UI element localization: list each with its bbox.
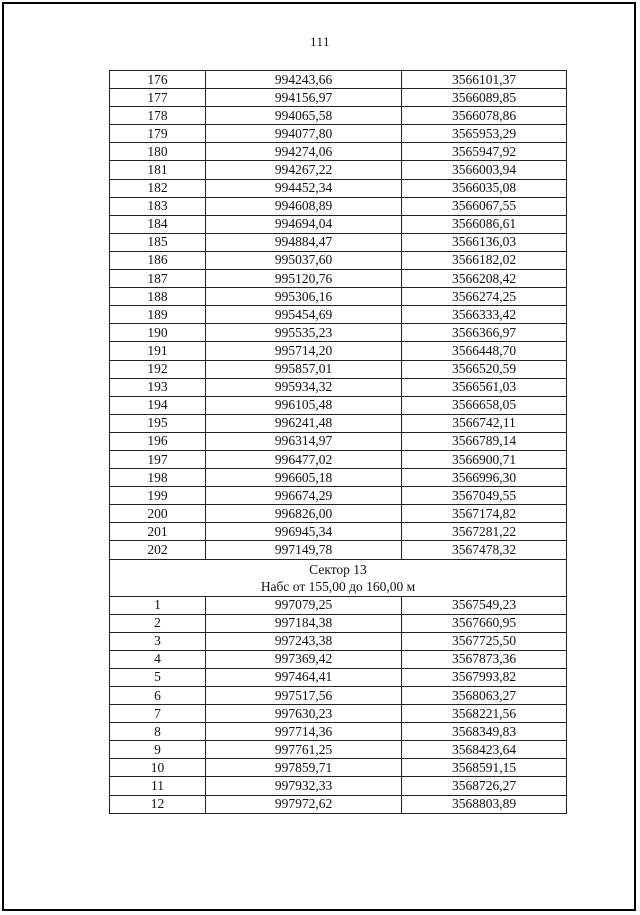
table-row [110, 632, 567, 650]
table-row [110, 161, 567, 179]
y-coordinate-cell: 3566448,70 [402, 342, 567, 360]
x-coordinate-cell: 995714,20 [206, 342, 402, 360]
point-number-cell: 2 [110, 614, 206, 632]
x-coordinate-cell: 994156,97 [206, 89, 402, 107]
point-number-cell: 192 [110, 360, 206, 378]
point-number-cell: 3 [110, 632, 206, 650]
coordinates-table [109, 70, 567, 814]
x-coordinate-cell: 994077,80 [206, 125, 402, 143]
table-row [110, 378, 567, 396]
point-number-cell: 201 [110, 523, 206, 541]
y-coordinate-cell: 3566658,05 [402, 396, 567, 414]
y-coordinate-cell: 3566086,61 [402, 215, 567, 233]
y-coordinate-cell: 3566742,11 [402, 414, 567, 432]
y-coordinate-cell: 3567660,95 [402, 614, 567, 632]
table-row [110, 432, 567, 450]
point-number-cell: 5 [110, 668, 206, 686]
x-coordinate-cell: 995454,69 [206, 306, 402, 324]
x-coordinate-cell: 995934,32 [206, 378, 402, 396]
table-row [110, 777, 567, 795]
table-row [110, 541, 567, 559]
x-coordinate-cell: 997243,38 [206, 632, 402, 650]
y-coordinate-cell: 3566900,71 [402, 450, 567, 468]
x-coordinate-cell: 994267,22 [206, 161, 402, 179]
point-number-cell: 189 [110, 306, 206, 324]
x-coordinate-cell: 996241,48 [206, 414, 402, 432]
table-row [110, 759, 567, 777]
x-coordinate-cell: 994452,34 [206, 179, 402, 197]
x-coordinate-cell: 996477,02 [206, 450, 402, 468]
x-coordinate-cell: 994065,58 [206, 107, 402, 125]
point-number-cell: 4 [110, 650, 206, 668]
table-row [110, 324, 567, 342]
x-coordinate-cell: 997714,36 [206, 723, 402, 741]
page-number: 111 [309, 34, 331, 49]
x-coordinate-cell: 997932,33 [206, 777, 402, 795]
table-row [110, 107, 567, 125]
y-coordinate-cell: 3566366,97 [402, 324, 567, 342]
point-number-cell: 188 [110, 288, 206, 306]
y-coordinate-cell: 3566067,55 [402, 197, 567, 215]
y-coordinate-cell: 3566003,94 [402, 161, 567, 179]
y-coordinate-cell: 3567478,32 [402, 541, 567, 559]
x-coordinate-cell: 997149,78 [206, 541, 402, 559]
table-row [110, 705, 567, 723]
point-number-cell: 183 [110, 197, 206, 215]
point-number-cell: 194 [110, 396, 206, 414]
y-coordinate-cell: 3566089,85 [402, 89, 567, 107]
table-row [110, 795, 567, 813]
x-coordinate-cell: 995535,23 [206, 324, 402, 342]
point-number-cell: 12 [110, 795, 206, 813]
point-number-cell: 199 [110, 487, 206, 505]
y-coordinate-cell: 3568063,27 [402, 687, 567, 705]
y-coordinate-cell: 3567049,55 [402, 487, 567, 505]
table-row [110, 251, 567, 269]
y-coordinate-cell: 3565947,92 [402, 143, 567, 161]
x-coordinate-cell: 997972,62 [206, 795, 402, 813]
y-coordinate-cell: 3565953,29 [402, 125, 567, 143]
x-coordinate-cell: 997517,56 [206, 687, 402, 705]
x-coordinate-cell: 997079,25 [206, 596, 402, 614]
table-row [110, 487, 567, 505]
table-row [110, 342, 567, 360]
x-coordinate-cell: 995120,76 [206, 270, 402, 288]
table-row [110, 179, 567, 197]
x-coordinate-cell: 997859,71 [206, 759, 402, 777]
y-coordinate-cell: 3567725,50 [402, 632, 567, 650]
x-coordinate-cell: 996605,18 [206, 469, 402, 487]
point-number-cell: 187 [110, 270, 206, 288]
point-number-cell: 180 [110, 143, 206, 161]
table-row [110, 360, 567, 378]
point-number-cell: 185 [110, 233, 206, 251]
y-coordinate-cell: 3566208,42 [402, 270, 567, 288]
point-number-cell: 200 [110, 505, 206, 523]
x-coordinate-cell: 997630,23 [206, 705, 402, 723]
section-header-cell [110, 559, 567, 596]
y-coordinate-cell: 3568349,83 [402, 723, 567, 741]
point-number-cell: 1 [110, 596, 206, 614]
y-coordinate-cell: 3568591,15 [402, 759, 567, 777]
table-row [110, 505, 567, 523]
coordinates-table-body [110, 71, 567, 814]
point-number-cell: 10 [110, 759, 206, 777]
point-number-cell: 190 [110, 324, 206, 342]
point-number-cell: 11 [110, 777, 206, 795]
table-row [110, 306, 567, 324]
x-coordinate-cell: 994884,47 [206, 233, 402, 251]
y-coordinate-cell: 3566182,02 [402, 251, 567, 269]
point-number-cell: 7 [110, 705, 206, 723]
table-row [110, 143, 567, 161]
x-coordinate-cell: 997184,38 [206, 614, 402, 632]
y-coordinate-cell: 3566789,14 [402, 432, 567, 450]
y-coordinate-cell: 3566078,86 [402, 107, 567, 125]
point-number-cell: 6 [110, 687, 206, 705]
point-number-cell: 191 [110, 342, 206, 360]
point-number-cell: 179 [110, 125, 206, 143]
table-row [110, 668, 567, 686]
y-coordinate-cell: 3568726,27 [402, 777, 567, 795]
table-row [110, 614, 567, 632]
table-row [110, 414, 567, 432]
y-coordinate-cell: 3568423,64 [402, 741, 567, 759]
point-number-cell: 197 [110, 450, 206, 468]
table-row [110, 215, 567, 233]
table-row [110, 596, 567, 614]
table-row [110, 687, 567, 705]
x-coordinate-cell: 996314,97 [206, 432, 402, 450]
point-number-cell: 196 [110, 432, 206, 450]
table-row [110, 125, 567, 143]
y-coordinate-cell: 3567993,82 [402, 668, 567, 686]
point-number-cell: 202 [110, 541, 206, 559]
table-row [110, 233, 567, 251]
table-row [110, 741, 567, 759]
x-coordinate-cell: 994274,06 [206, 143, 402, 161]
table-row [110, 288, 567, 306]
point-number-cell: 195 [110, 414, 206, 432]
y-coordinate-cell: 3566333,42 [402, 306, 567, 324]
point-number-cell: 177 [110, 89, 206, 107]
y-coordinate-cell: 3567281,22 [402, 523, 567, 541]
y-coordinate-cell: 3567549,23 [402, 596, 567, 614]
table-row [110, 469, 567, 487]
point-number-cell: 8 [110, 723, 206, 741]
section-elevation-range: Набс от 155,00 до 160,00 м [260, 578, 416, 594]
section-title: Сектор 13 [309, 561, 367, 577]
y-coordinate-cell: 3567174,82 [402, 505, 567, 523]
table-row [110, 723, 567, 741]
point-number-cell: 184 [110, 215, 206, 233]
table-row [110, 650, 567, 668]
x-coordinate-cell: 994694,04 [206, 215, 402, 233]
point-number-cell: 9 [110, 741, 206, 759]
point-number-cell: 193 [110, 378, 206, 396]
x-coordinate-cell: 997761,25 [206, 741, 402, 759]
y-coordinate-cell: 3566520,59 [402, 360, 567, 378]
point-number-cell: 178 [110, 107, 206, 125]
x-coordinate-cell: 994608,89 [206, 197, 402, 215]
table-row [110, 396, 567, 414]
x-coordinate-cell: 996105,48 [206, 396, 402, 414]
y-coordinate-cell: 3566035,08 [402, 179, 567, 197]
y-coordinate-cell: 3568803,89 [402, 795, 567, 813]
x-coordinate-cell: 995857,01 [206, 360, 402, 378]
table-row [110, 270, 567, 288]
y-coordinate-cell: 3566561,03 [402, 378, 567, 396]
x-coordinate-cell: 997369,42 [206, 650, 402, 668]
y-coordinate-cell: 3566274,25 [402, 288, 567, 306]
table-row [110, 450, 567, 468]
point-number-cell: 198 [110, 469, 206, 487]
y-coordinate-cell: 3566101,37 [402, 71, 567, 89]
x-coordinate-cell: 996826,00 [206, 505, 402, 523]
section-header-row [110, 559, 567, 596]
point-number-cell: 182 [110, 179, 206, 197]
x-coordinate-cell: 994243,66 [206, 71, 402, 89]
point-number-cell: 176 [110, 71, 206, 89]
y-coordinate-cell: 3566136,03 [402, 233, 567, 251]
y-coordinate-cell: 3568221,56 [402, 705, 567, 723]
table-row [110, 197, 567, 215]
x-coordinate-cell: 997464,41 [206, 668, 402, 686]
point-number-cell: 186 [110, 251, 206, 269]
y-coordinate-cell: 3567873,36 [402, 650, 567, 668]
table-row [110, 523, 567, 541]
table-row [110, 89, 567, 107]
point-number-cell: 181 [110, 161, 206, 179]
x-coordinate-cell: 995037,60 [206, 251, 402, 269]
x-coordinate-cell: 995306,16 [206, 288, 402, 306]
x-coordinate-cell: 996674,29 [206, 487, 402, 505]
y-coordinate-cell: 3566996,30 [402, 469, 567, 487]
x-coordinate-cell: 996945,34 [206, 523, 402, 541]
table-row [110, 71, 567, 89]
